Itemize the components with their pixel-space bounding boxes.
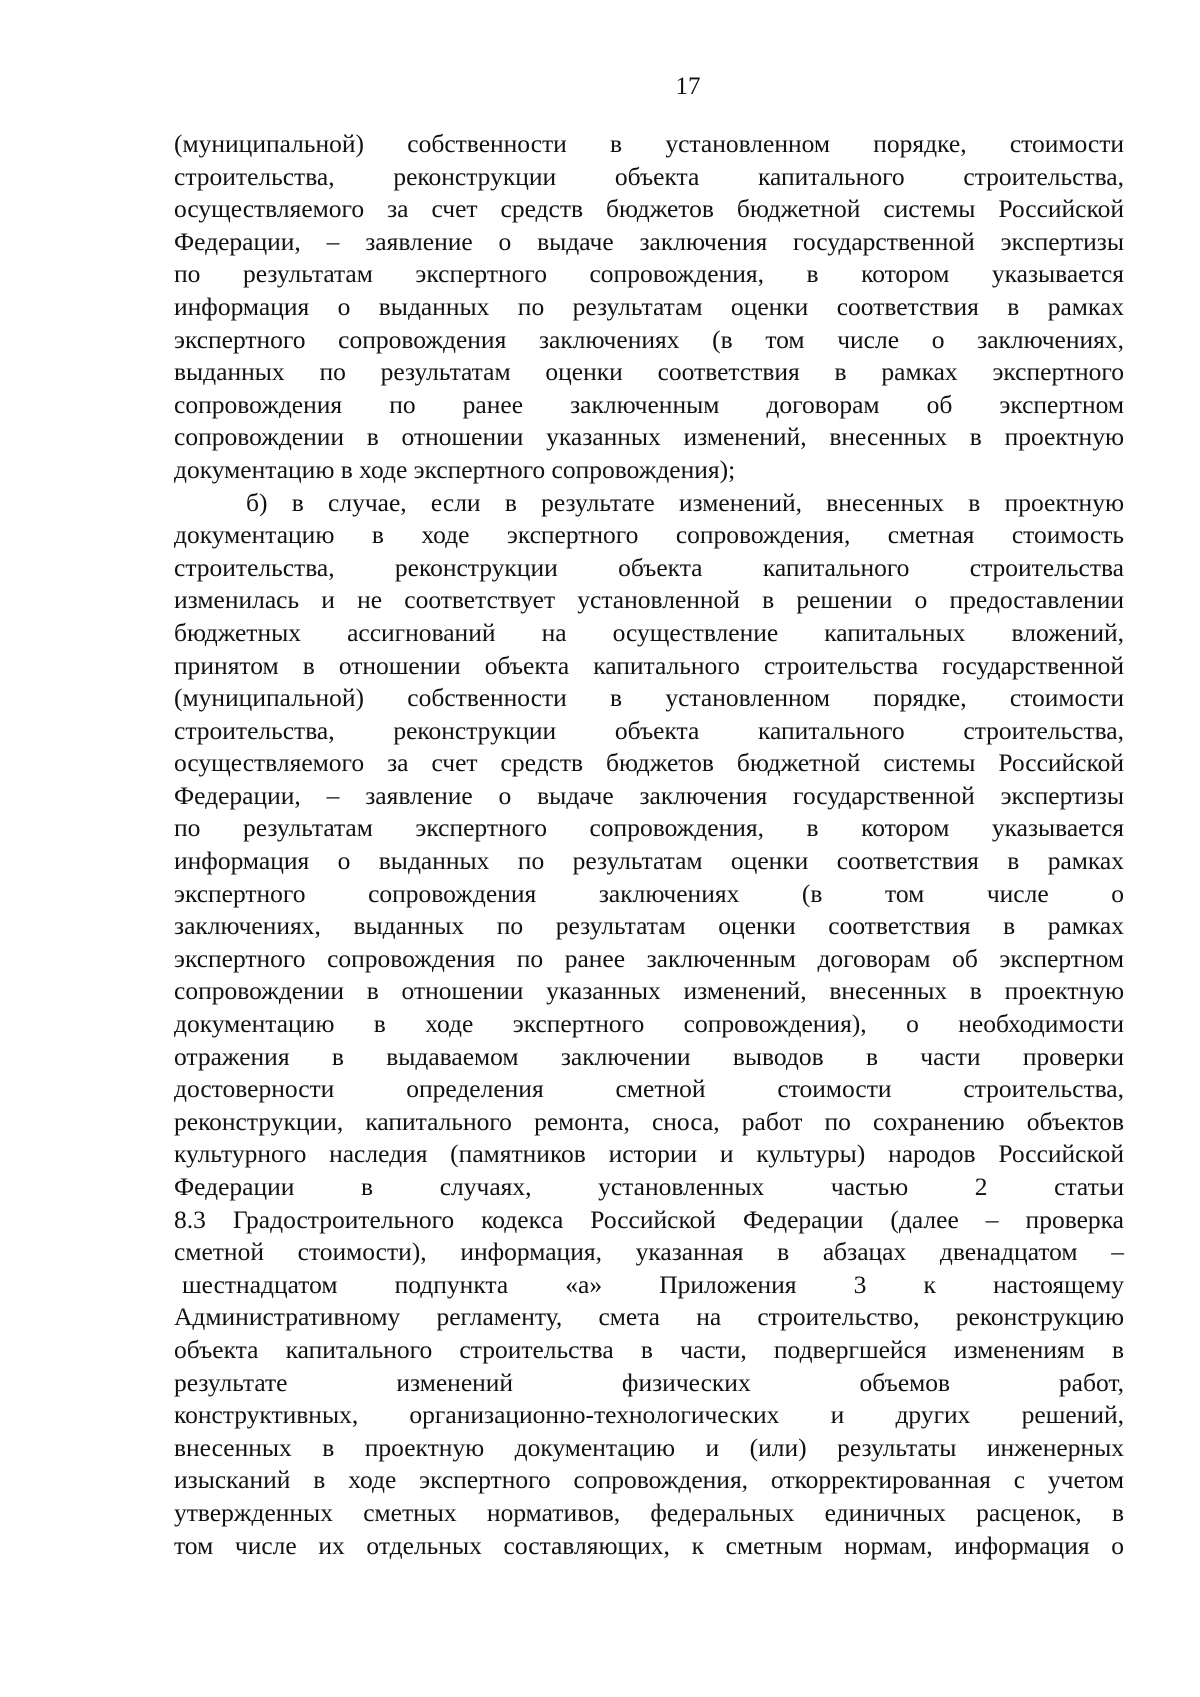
text-line: строительства, реконструкции объекта капитального строительства	[174, 552, 1124, 582]
text-line: конструктивных, организационно-технологических и других решений,	[174, 1400, 1124, 1430]
text-line: документацию в ходе экспертного сопровождения, сметная стоимость	[174, 520, 1124, 550]
text-line: том числе их отдельных составляющих, к сметным нормам, информация о	[174, 1530, 1124, 1560]
text-line: строительства, реконструкции объекта капитального строительства,	[174, 161, 1124, 191]
text-line: принятом в отношении объекта капитального строительства государственной	[174, 650, 1124, 680]
text-line: внесенных в проектную документацию и (или) результаты инженерных	[174, 1432, 1124, 1462]
text-line: осуществляемого за счет средств бюджетов бюджетной системы Российской	[174, 748, 1124, 778]
text-line: утвержденных сметных нормативов, федеральных единичных расценок, в	[174, 1497, 1124, 1527]
text-line: выданных по результатам оценки соответствия в рамках экспертного	[174, 357, 1124, 387]
text-line: экспертного сопровождения заключениях (в том числе о заключениях,	[174, 324, 1124, 354]
text-line: объекта капитального строительства в части, подвергшейся изменениям в	[174, 1334, 1124, 1364]
body-text	[174, 128, 1124, 1562]
text-line: реконструкции, капитального ремонта, сноса, работ по сохранению объектов	[174, 1106, 1124, 1136]
text-line: информация о выданных по результатам оценки соответствия в рамках	[174, 846, 1124, 876]
text-line: документацию в ходе экспертного сопровождения), о необходимости	[174, 1009, 1124, 1039]
text-line: Федерации, – заявление о выдаче заключения государственной экспертизы	[174, 780, 1124, 810]
text-line: Федерации, – заявление о выдаче заключения государственной экспертизы	[174, 226, 1124, 256]
text-line: результате изменений физических объемов работ,	[174, 1367, 1124, 1397]
text-line: 8.3 Градостроительного кодекса Российской Федерации (далее – проверка	[174, 1204, 1124, 1234]
text-line: культурного наследия (памятников истории и культуры) народов Российской	[174, 1139, 1124, 1169]
text-line: по результатам экспертного сопровождения, в котором указывается	[174, 259, 1124, 289]
text-line: (муниципальной) собственности в установленном порядке, стоимости	[174, 683, 1124, 713]
page-number: 17	[675, 73, 701, 100]
text-line: документацию в ходе экспертного сопровождения);	[174, 454, 736, 484]
text-line: сопровождении в отношении указанных изменений, внесенных в проектную	[174, 422, 1124, 452]
text-line: информация о выданных по результатам оценки соответствия в рамках	[174, 291, 1124, 321]
text-line: заключениях, выданных по результатам оценки соответствия в рамках	[174, 911, 1124, 941]
text-line: изменилась и не соответствует установленной в решении о предоставлении	[174, 585, 1124, 615]
text-line: (муниципальной) собственности в установленном порядке, стоимости	[174, 129, 1124, 158]
text-line: бюджетных ассигнований на осуществление капитальных вложений,	[174, 617, 1124, 647]
text-line: сметной стоимости), информация, указанная в абзацах двенадцатом –	[174, 1237, 1124, 1267]
text-line: экспертного сопровождения по ранее заключенным договорам об экспертном	[174, 943, 1124, 973]
text-line: достоверности определения сметной стоимости строительства,	[174, 1074, 1124, 1104]
text-line: по результатам экспертного сопровождения, в котором указывается	[174, 813, 1124, 843]
text-line: Федерации в случаях, установленных частью 2 статьи	[174, 1172, 1124, 1201]
text-line: строительства, реконструкции объекта капитального строительства,	[174, 715, 1124, 745]
text-line: Административному регламенту, смета на строительство, реконструкцию	[174, 1302, 1124, 1332]
text-line: экспертного сопровождения заключениях (в том числе о	[174, 878, 1124, 908]
paragraph-start-line: б) в случае, если в результате изменений, внесенных в проектную	[246, 487, 1124, 517]
text-line: сопровождении в отношении указанных изменений, внесенных в проектную	[174, 976, 1124, 1006]
text-line: изысканий в ходе экспертного сопровождения, откорректированная с учетом	[174, 1465, 1124, 1495]
text-line: сопровождения по ранее заключенным договорам об экспертном	[174, 389, 1124, 419]
text-line: осуществляемого за счет средств бюджетов бюджетной системы Российской	[174, 194, 1124, 224]
text-line: шестнадцатом подпункта «а» Приложения 3 к настоящему	[182, 1269, 1124, 1299]
text-line: отражения в выдаваемом заключении выводов в части проверки	[174, 1041, 1124, 1071]
